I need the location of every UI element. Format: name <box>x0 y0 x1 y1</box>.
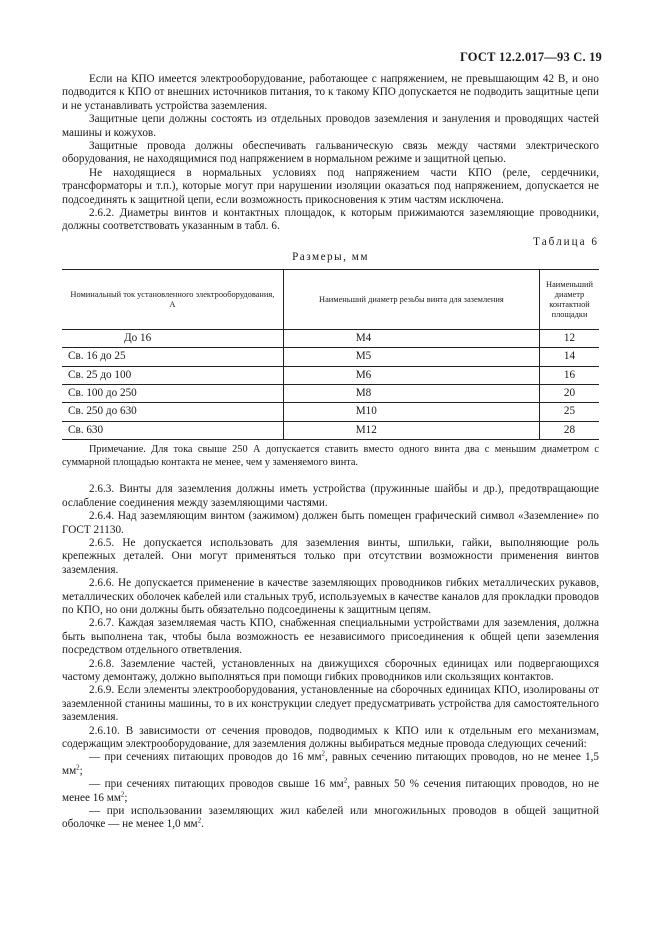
column-header: Номинальный ток установленного электрооборудования, А <box>62 269 283 329</box>
table-row <box>62 329 599 347</box>
table-cell: М5 <box>283 348 539 366</box>
list-item: — при сечениях питающих проводов до 16 $мм^2$, равных сечению питающих проводов, но не менее 1,5 $мм^2$; <box>62 749 599 777</box>
table-cell: 28 <box>540 421 599 439</box>
page-header: ГОСТ 12.2.017—93 С. 19 <box>459 50 602 64</box>
paragraph: Защитные цепи должны состоять из отдельных проводов заземления и зануления и проводящих частей машины и кожухов. <box>62 113 599 139</box>
table-cell: М4 <box>283 329 539 347</box>
table-cell: М10 <box>283 403 539 421</box>
column-header: Наименьший диаметр резьбы винта для заземления <box>283 269 539 329</box>
paragraph: 2.6.7. Каждая заземляемая часть КПО, снабженная специальными устройствами для заземления, должна быть выполнена так, чтобы была возможность ее независимого присоединения к общей цепи заземления посредством отдельного ответвления. <box>62 617 599 657</box>
column-header: Наименьший диаметр контактной площадки <box>540 269 599 329</box>
table-cell: 16 <box>540 366 599 384</box>
table-caption: Таблица 6 <box>533 235 599 248</box>
paragraph: Не находящиеся в нормальных условиях под напряжением части КПО (реле, сердечники, трансформаторы и т.п.), которые могут при нарушении изоляции оказаться под напряжением, допускается не подсоединять к защитной цепи, если возможность прикосновения к этим частям исключена. <box>62 166 599 206</box>
table-cell: М8 <box>283 384 539 402</box>
list-item: — при сечениях питающих проводов свыше 16 $мм^2$, равных 50 % сечения питающих проводов, но не менее 16 $мм^2$; <box>62 776 600 804</box>
paragraph: 2.6.5. Не допускается использовать для заземления винты, шпильки, гайки, выполняющие роль крепежных деталей. Они могут применяться только при отсутствии возможности применения винтов заземления. <box>62 536 599 576</box>
table-cell: До 16 <box>62 329 283 347</box>
table-cell: М6 <box>283 366 539 384</box>
document-body <box>62 73 599 832</box>
table-cell: 12 <box>540 329 599 347</box>
table-row <box>62 384 599 402</box>
grounding-table <box>62 269 599 440</box>
table-subtitle: Размеры, мм <box>292 251 369 264</box>
paragraph: 2.6.4. Над заземляющим винтом (зажимом) должен быть помещен графический символ «Заземление» по ГОСТ 21130. <box>62 510 599 536</box>
paragraph: Если на КПО имеется электрооборудование, работающее с напряжением, не превышающим 42 В, и оно подводится к КПО от внешних источников питания, то к такому КПО допускается не подводить защитные цепи и не устанавливать устройства заземления. <box>62 73 599 112</box>
table-row <box>62 403 599 421</box>
table-row <box>62 366 599 384</box>
table-cell: 20 <box>540 384 599 402</box>
paragraph: Защитные провода должны обеспечивать гальваническую связь между частями электрического оборудования, не находящимися под напряжением в нормальном режиме и защитной цепью. <box>62 140 599 166</box>
table-row <box>62 348 599 366</box>
table-header-row <box>62 269 599 329</box>
paragraph: 2.6.3. Винты для заземления должны иметь устройства (пружинные шайбы и др.), предотвращающие ослабление соединения между заземляющими частями. <box>62 483 599 509</box>
paragraph: 2.6.2. Диаметры винтов и контактных площадок, к которым прижимаются заземляющие проводники, должны соответствовать указанным в табл. 6. <box>62 207 599 233</box>
paragraph: 2.6.9. Если элементы электрооборудования, установленные на сборочных единицах КПО, изолированы от заземленной станины машины, то в их конструкции следует предусматривать устройства для самостоятельного заземления. <box>62 684 599 724</box>
list-item: — при использовании заземляющих жил кабелей или многожильных проводов в общей защитной оболочке — не менее 1,0 $мм^2$. <box>62 805 599 831</box>
table-cell: Св. 630 <box>62 421 283 439</box>
paragraph: 2.6.10. В зависимости от сечения проводов, подводимых к КПО или к отдельным его механизмам, содержащим электрооборудование, для заземления должны выбираться медные провода следующих сечений: <box>62 724 599 751</box>
table-row <box>62 421 599 439</box>
table-note: Примечание. Для тока свыше 250 А допускается ставить вместо одного винта два с меньшим диаметром с суммарной площадью контакта не менее, чем у заменяемого винта. <box>62 444 599 468</box>
paragraph: 2.6.6. Не допускается применение в качестве заземляющих проводников гибких металлических рукавов, металлических оболочек кабелей или стальных труб, используемых в качестве каналов для прокладки проводов по КПО, но они должны быть обязательно подсоединены к защитным цепям. <box>62 577 599 616</box>
table-cell: 25 <box>540 403 599 421</box>
table-cell: Св. 250 до 630 <box>62 403 283 421</box>
table-cell: Св. 16 до 25 <box>62 348 283 366</box>
table-cell: М12 <box>283 421 539 439</box>
table-cell: Св. 100 до 250 <box>62 384 283 402</box>
table-cell: 14 <box>540 348 599 366</box>
paragraph: 2.6.8. Заземление частей, установленных на движущихся сборочных единицах или подвергающихся частому демонтажу, должно выполняться при помощи гибких проводников или скользящих контактов. <box>62 657 599 683</box>
table-cell: Св. 25 до 100 <box>62 366 283 384</box>
